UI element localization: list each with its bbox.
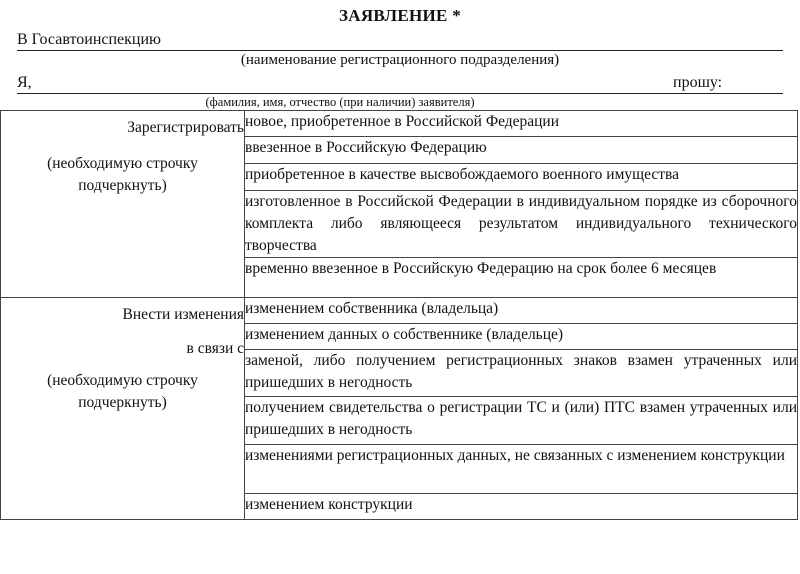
register-option[interactable]: приобретенное в качестве высвобождаемого военного имущества [245,164,798,191]
changes-sublabel: в связи с [186,340,244,357]
changes-option[interactable]: изменением собственника (владельца) [245,298,798,324]
application-table [0,110,798,520]
changes-option[interactable]: изменениями регистрационных данных, не связанных с изменением конструкции [245,445,798,494]
changes-option[interactable]: получением свидетельства о регистрации ТС и (или) ПТС взамен утраченных или пришедших в негодность [245,397,798,445]
applicant-line [17,73,783,93]
register-option[interactable]: временно ввезенное в Российскую Федерацию на срок более 6 месяцев [245,258,798,298]
register-label: Зарегистрировать [127,119,244,136]
changes-option[interactable]: изменением конструкции [245,494,798,520]
recipient-caption: (наименование регистрационного подразделения) [240,52,560,68]
recipient-underline [17,50,783,51]
applicant-prefix: Я, [17,74,32,91]
recipient-label: В Госавтоинспекцию [17,31,161,48]
register-option[interactable]: ввезенное в Российскую Федерацию [245,137,798,164]
recipient-line [17,30,783,50]
register-note: (необходимую строчку подчеркнуть) [47,155,198,194]
changes-option[interactable]: изменением данных о собственнике (владельце) [245,324,798,350]
register-option[interactable]: новое, приобретенное в Российской Федерации [245,111,798,137]
table-row [1,111,798,137]
changes-option[interactable]: заменой, либо получением регистрационных знаков взамен утраченных или пришедших в негодность [245,350,798,397]
register-option[interactable]: изготовленное в Российской Федерации в индивидуальном порядке из сборочного комплекта либо являющееся результатом индивидуального технического творчества [245,191,798,258]
table-row [1,298,798,324]
changes-label-cell [1,298,245,520]
changes-label: Внести изменения [122,306,244,323]
form-title: ЗАЯВЛЕНИЕ * [338,6,462,25]
applicant-suffix: прошу: [673,74,723,91]
register-label-cell [1,111,245,298]
applicant-caption: (фамилия, имя, отчество (при наличии) заявителя) [205,95,475,109]
changes-note: (необходимую строчку подчеркнуть) [47,372,198,411]
applicant-underline [17,93,783,94]
